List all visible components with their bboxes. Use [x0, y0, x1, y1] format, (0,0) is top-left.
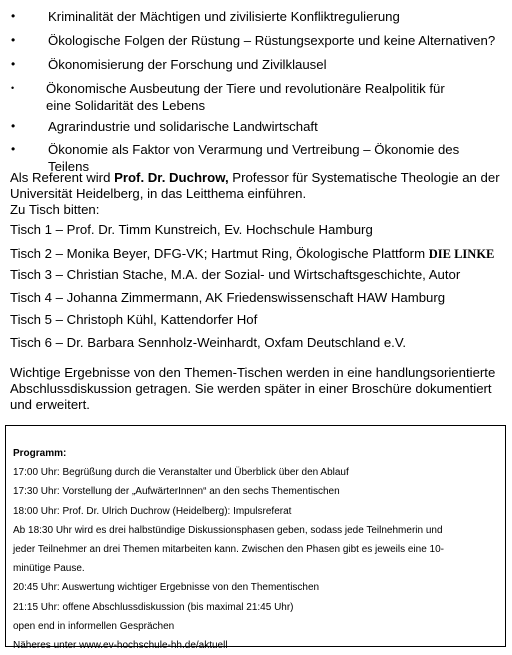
- table-entry: Tisch 5 – Christoph Kühl, Kattendorfer Hof: [10, 312, 258, 327]
- table-entry: Tisch 1 – Prof. Dr. Timm Kunstreich, Ev. Hochschule Hamburg: [10, 222, 373, 237]
- program-line: 17:00 Uhr: Begrüßung durch die Veranstalter und Überblick über den Ablauf: [13, 467, 349, 479]
- list-item-text: Ökonomische Ausbeutung der Tiere und revolutionäre Realpolitik für eine Solidarität des Lebens: [46, 81, 445, 113]
- table-entry: Tisch 3 – Christian Stache, M.A. der Sozial- und Wirtschaftsgeschichte, Autor: [10, 267, 461, 282]
- die-linke-logo: DIE LINKE: [428, 247, 495, 261]
- table-entry: Tisch 6 – Dr. Barbara Sennholz-Weinhardt, Oxfam Deutschland e.V.: [10, 335, 407, 350]
- list-item-text: Ökonomie als Faktor von Verarmung und Vertreibung – Ökonomie des Teilens: [48, 142, 460, 174]
- program-line: 20:45 Uhr: Auswertung wichtiger Ergebnisse von den Thementischen: [13, 582, 320, 594]
- bullet-icon: •: [11, 119, 16, 133]
- program-line: Ab 18:30 Uhr wird es drei halbstündige Diskussionsphasen geben, sodass jede Teilnehmerin und: [13, 524, 443, 536]
- results-paragraph: Wichtige Ergebnisse von den Themen-Tischen werden in eine handlungsorientierte Abschlussdiskussion getragen. Sie werden später in einer Broschüre dokumentiert und erweitert.: [10, 365, 496, 412]
- program-line: open end in informellen Gesprächen: [13, 620, 175, 632]
- intro-paragraph: [10, 170, 505, 218]
- list-item-text: Kriminalität der Mächtigen und zivilisierte Konfliktregulierung: [48, 9, 400, 24]
- intro-prefix: Als Referent wird: [10, 170, 115, 185]
- table-entry: [10, 246, 494, 262]
- bullet-icon: •: [11, 142, 16, 156]
- program-box: [5, 425, 506, 652]
- speaker-name: Prof. Dr. Duchrow,: [114, 170, 229, 185]
- list-item-text: Ökonomisierung der Forschung und Zivilklausel: [48, 57, 327, 72]
- intro-suffix: Professor für Systematische Theologie an der Universität Heidelberg, in das Leitthema einführen.: [10, 170, 500, 201]
- program-line: 18:00 Uhr: Prof. Dr. Ulrich Duchrow (Heidelberg): Impulsreferat: [13, 505, 292, 517]
- bullet-icon: •: [11, 9, 16, 23]
- table-entry-text: Tisch 2 – Monika Beyer, DFG-VK; Hartmut Ring, Ökologische Plattform: [10, 246, 429, 261]
- table-entry: Tisch 4 – Johanna Zimmermann, AK Friedenswissenschaft HAW Hamburg: [10, 290, 446, 305]
- intro-line2: Zu Tisch bitten:: [10, 202, 100, 217]
- program-content: [13, 444, 499, 655]
- program-link-line[interactable]: Näheres unter www.ev-hochschule-hh.de/aktuell: [13, 640, 228, 652]
- bullet-icon: •: [11, 33, 16, 47]
- bullet-icon: •: [11, 57, 16, 71]
- list-item-text: Ökologische Folgen der Rüstung – Rüstungsexporte und keine Alternativen?: [48, 33, 496, 48]
- program-line: 17:30 Uhr: Vorstellung der „AufwärterInnen“ an den sechs Thementischen: [13, 486, 340, 498]
- bullet-icon: •: [11, 83, 15, 93]
- program-line: 21:15 Uhr: offene Abschlussdiskussion (bis maximal 21:45 Uhr): [13, 601, 294, 613]
- program-title: Programm:: [13, 448, 67, 459]
- list-item-text: Agrarindustrie und solidarische Landwirtschaft: [48, 119, 318, 134]
- program-line: minütige Pause.: [13, 563, 85, 575]
- program-line: jeder Teilnehmer an drei Themen mitarbeiten kann. Zwischen den Phasen gibt es jeweils eine 10-: [13, 544, 444, 556]
